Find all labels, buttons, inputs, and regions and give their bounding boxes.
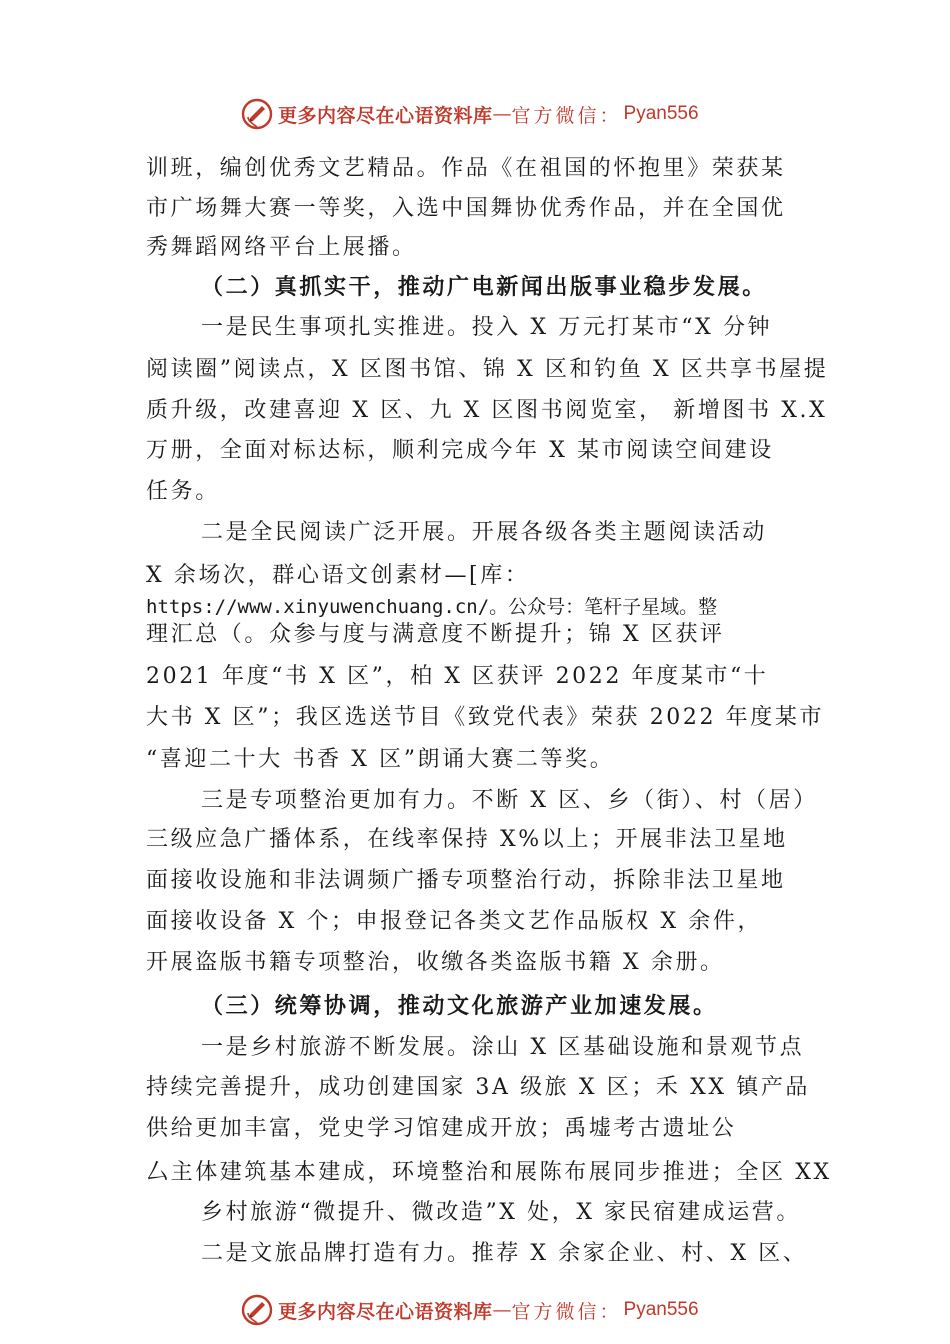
text-line: 秀舞蹈网络平台上展播。 bbox=[146, 235, 417, 260]
text-line: 理汇总（。众参与度与满意度不断提升；锦 X 区获评 bbox=[146, 622, 725, 647]
text-line: 持续完善提升，成功创建国家 3A 级旅 X 区；禾 XX 镇产品 bbox=[146, 1075, 811, 1100]
text-line: X 余场次，群心语文创素材—[库： bbox=[146, 563, 530, 588]
text-line: 任务。 bbox=[146, 479, 220, 504]
text-line: 面接收设备 X 个；申报登记各类文艺作品版权 X 余件， bbox=[146, 909, 763, 934]
text-line: 阅读圈”阅读点，X 区图书馆、锦 X 区和钓鱼 X 区共享书屋提 bbox=[146, 357, 829, 382]
text-line: 供给更加丰富，党史学习馆建成开放；禹墟考古遗址公 bbox=[146, 1116, 737, 1141]
banner-dash: — bbox=[492, 1299, 512, 1321]
pen-heart-logo-icon bbox=[240, 97, 274, 131]
paragraph-first-line: 一是民生事项扎实推进。投入 X 万元打某市“X 分钟 bbox=[201, 315, 773, 340]
banner-main-text: 更多内容尽在心语资料库 bbox=[278, 104, 493, 127]
banner-dash: — bbox=[492, 103, 512, 125]
text-line: 训班，编创优秀文艺精品。作品《在祖国的怀抱里》荣获某 bbox=[146, 156, 786, 181]
header-watermark-banner bbox=[240, 96, 760, 132]
text-line: 质升级，改建喜迎 X 区、九 X 区图书阅览室， 新增图书 X.X bbox=[146, 398, 828, 423]
text-line: 万册，全面对标达标，顺利完成今年 X 某市阅读空间建设 bbox=[146, 438, 774, 463]
paragraph-first-line: 二是文旅品牌打造有力。推荐 X 余家企业、村、X 区、 bbox=[201, 1241, 808, 1266]
text-line: 三级应急广播体系，在线率保持 X%以上；开展非法卫星地 bbox=[146, 827, 788, 852]
section-heading: （三）统筹协调，推动文化旅游产业加速发展。 bbox=[201, 993, 718, 1019]
text-line: ⼛主体建筑基本建成，环境整治和展陈布展同步推进；全区 XX bbox=[146, 1160, 832, 1185]
pen-heart-logo-icon bbox=[240, 1293, 274, 1327]
paragraph-first-line: 二是全民阅读广泛开展。开展各级各类主题阅读活动 bbox=[201, 520, 767, 545]
text-line: “喜迎二十大 书香 X 区”朗诵大赛二等奖。 bbox=[146, 747, 615, 772]
section-heading: （二）真抓实干，推动广电新闻出版事业稳步发展。 bbox=[201, 274, 767, 300]
banner-wechat-id: Pyan556 bbox=[623, 1299, 699, 1320]
text-line: 乡村旅游“微提升、微改造”X 处，X 家民宿建成运营。 bbox=[201, 1200, 802, 1225]
text-line: 2021 年度“书 X 区”，柏 X 区获评 2022 年度某市“十 bbox=[146, 664, 769, 689]
banner-wechat-label: 官方微信： bbox=[511, 104, 622, 127]
banner-wechat-id: Pyan556 bbox=[623, 103, 699, 124]
paragraph-first-line: 一是乡村旅游不断发展。涂山 X 区基础设施和景观节点 bbox=[201, 1035, 805, 1060]
text-line: 市广场舞大赛一等奖，入选中国舞协优秀作品，并在全国优 bbox=[146, 196, 786, 221]
text-line: 大书 X 区”；我区选送节目《致党代表》荣获 2022 年度某市 bbox=[146, 705, 825, 730]
banner-main-text: 更多内容尽在心语资料库 bbox=[278, 1300, 493, 1323]
footer-watermark-banner bbox=[240, 1292, 760, 1328]
banner-wechat-label: 官方微信： bbox=[511, 1300, 622, 1323]
text-line: 开展盗版书籍专项整治，收缴各类盗版书籍 X 余册。 bbox=[146, 950, 725, 975]
text-line: 面接收设施和非法调频广播专项整治行动，拆除非法卫星地 bbox=[146, 868, 786, 893]
source-url-line: https://www.xinyuwenchuang.cn/。公众号：笔杆子星域。整 bbox=[146, 596, 718, 618]
paragraph-first-line: 三是专项整治更加有力。不断 X 区、乡（街）、村（居） bbox=[201, 788, 818, 813]
